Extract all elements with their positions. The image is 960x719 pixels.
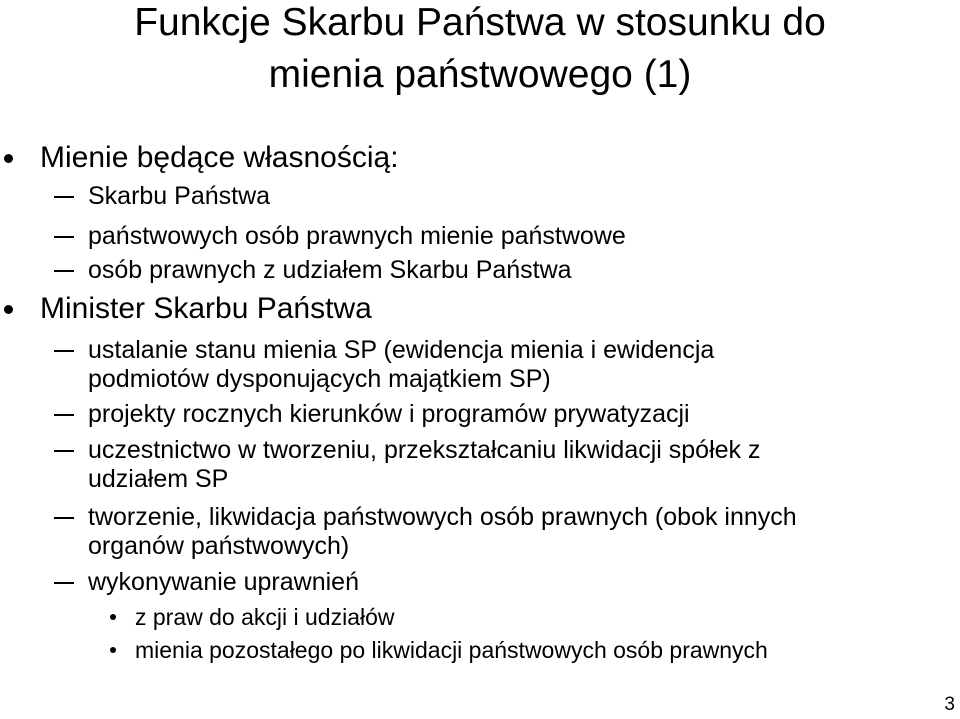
- dash-icon: [54, 350, 74, 352]
- subitem-privatization-plans: projekty rocznych kierunków i programów prywatyzacji: [88, 400, 690, 428]
- dash-icon: [54, 582, 74, 584]
- subitem-exercising-rights: wykonywanie uprawnień: [88, 568, 359, 596]
- subitem-state-treasury: Skarbu Państwa: [88, 182, 271, 210]
- subsubitem-remaining-assets: mienia pozostałego po likwidacji państwowych osób prawnych: [135, 637, 768, 663]
- subitem-companies-line-1: uczestnictwo w tworzeniu, przekształcaniu likwidacji spółek z: [88, 436, 761, 464]
- bullet-icon: [110, 647, 116, 653]
- subitem-legal-persons-with-share: osób prawnych z udziałem Skarbu Państwa: [88, 256, 572, 284]
- dash-icon: [54, 414, 74, 416]
- bullet-icon: [110, 614, 116, 620]
- bullet-icon: [4, 154, 13, 163]
- dash-icon: [54, 450, 74, 452]
- dash-icon: [54, 517, 74, 519]
- dash-icon: [54, 196, 74, 198]
- subitem-asset-register-line-2: podmiotów dysponujących majątkiem SP): [88, 365, 551, 393]
- bullet-item-ownership: Mienie będące własnością:: [40, 141, 399, 174]
- subitem-state-legal-persons: państwowych osób prawnych mienie państwowe: [88, 222, 626, 250]
- slide-title-line-2: mienia państwowego (1): [268, 53, 692, 96]
- subitem-legal-persons-line-1: tworzenie, likwidacja państwowych osób prawnych (obok innych: [88, 503, 797, 531]
- dash-icon: [54, 270, 74, 272]
- slide-title-line-1: Funkcje Skarbu Państwa w stosunku do: [134, 1, 826, 44]
- bullet-icon: [4, 305, 13, 314]
- subsubitem-shares-rights: z praw do akcji i udziałów: [135, 604, 395, 630]
- page-number: 3: [944, 694, 955, 715]
- subitem-legal-persons-line-2: organów państwowych): [88, 532, 350, 560]
- subitem-asset-register-line-1: ustalanie stanu mienia SP (ewidencja mienia i ewidencja: [88, 336, 715, 364]
- bullet-item-minister: Minister Skarbu Państwa: [40, 292, 372, 325]
- subitem-companies-line-2: udziałem SP: [88, 465, 229, 493]
- dash-icon: [54, 236, 74, 238]
